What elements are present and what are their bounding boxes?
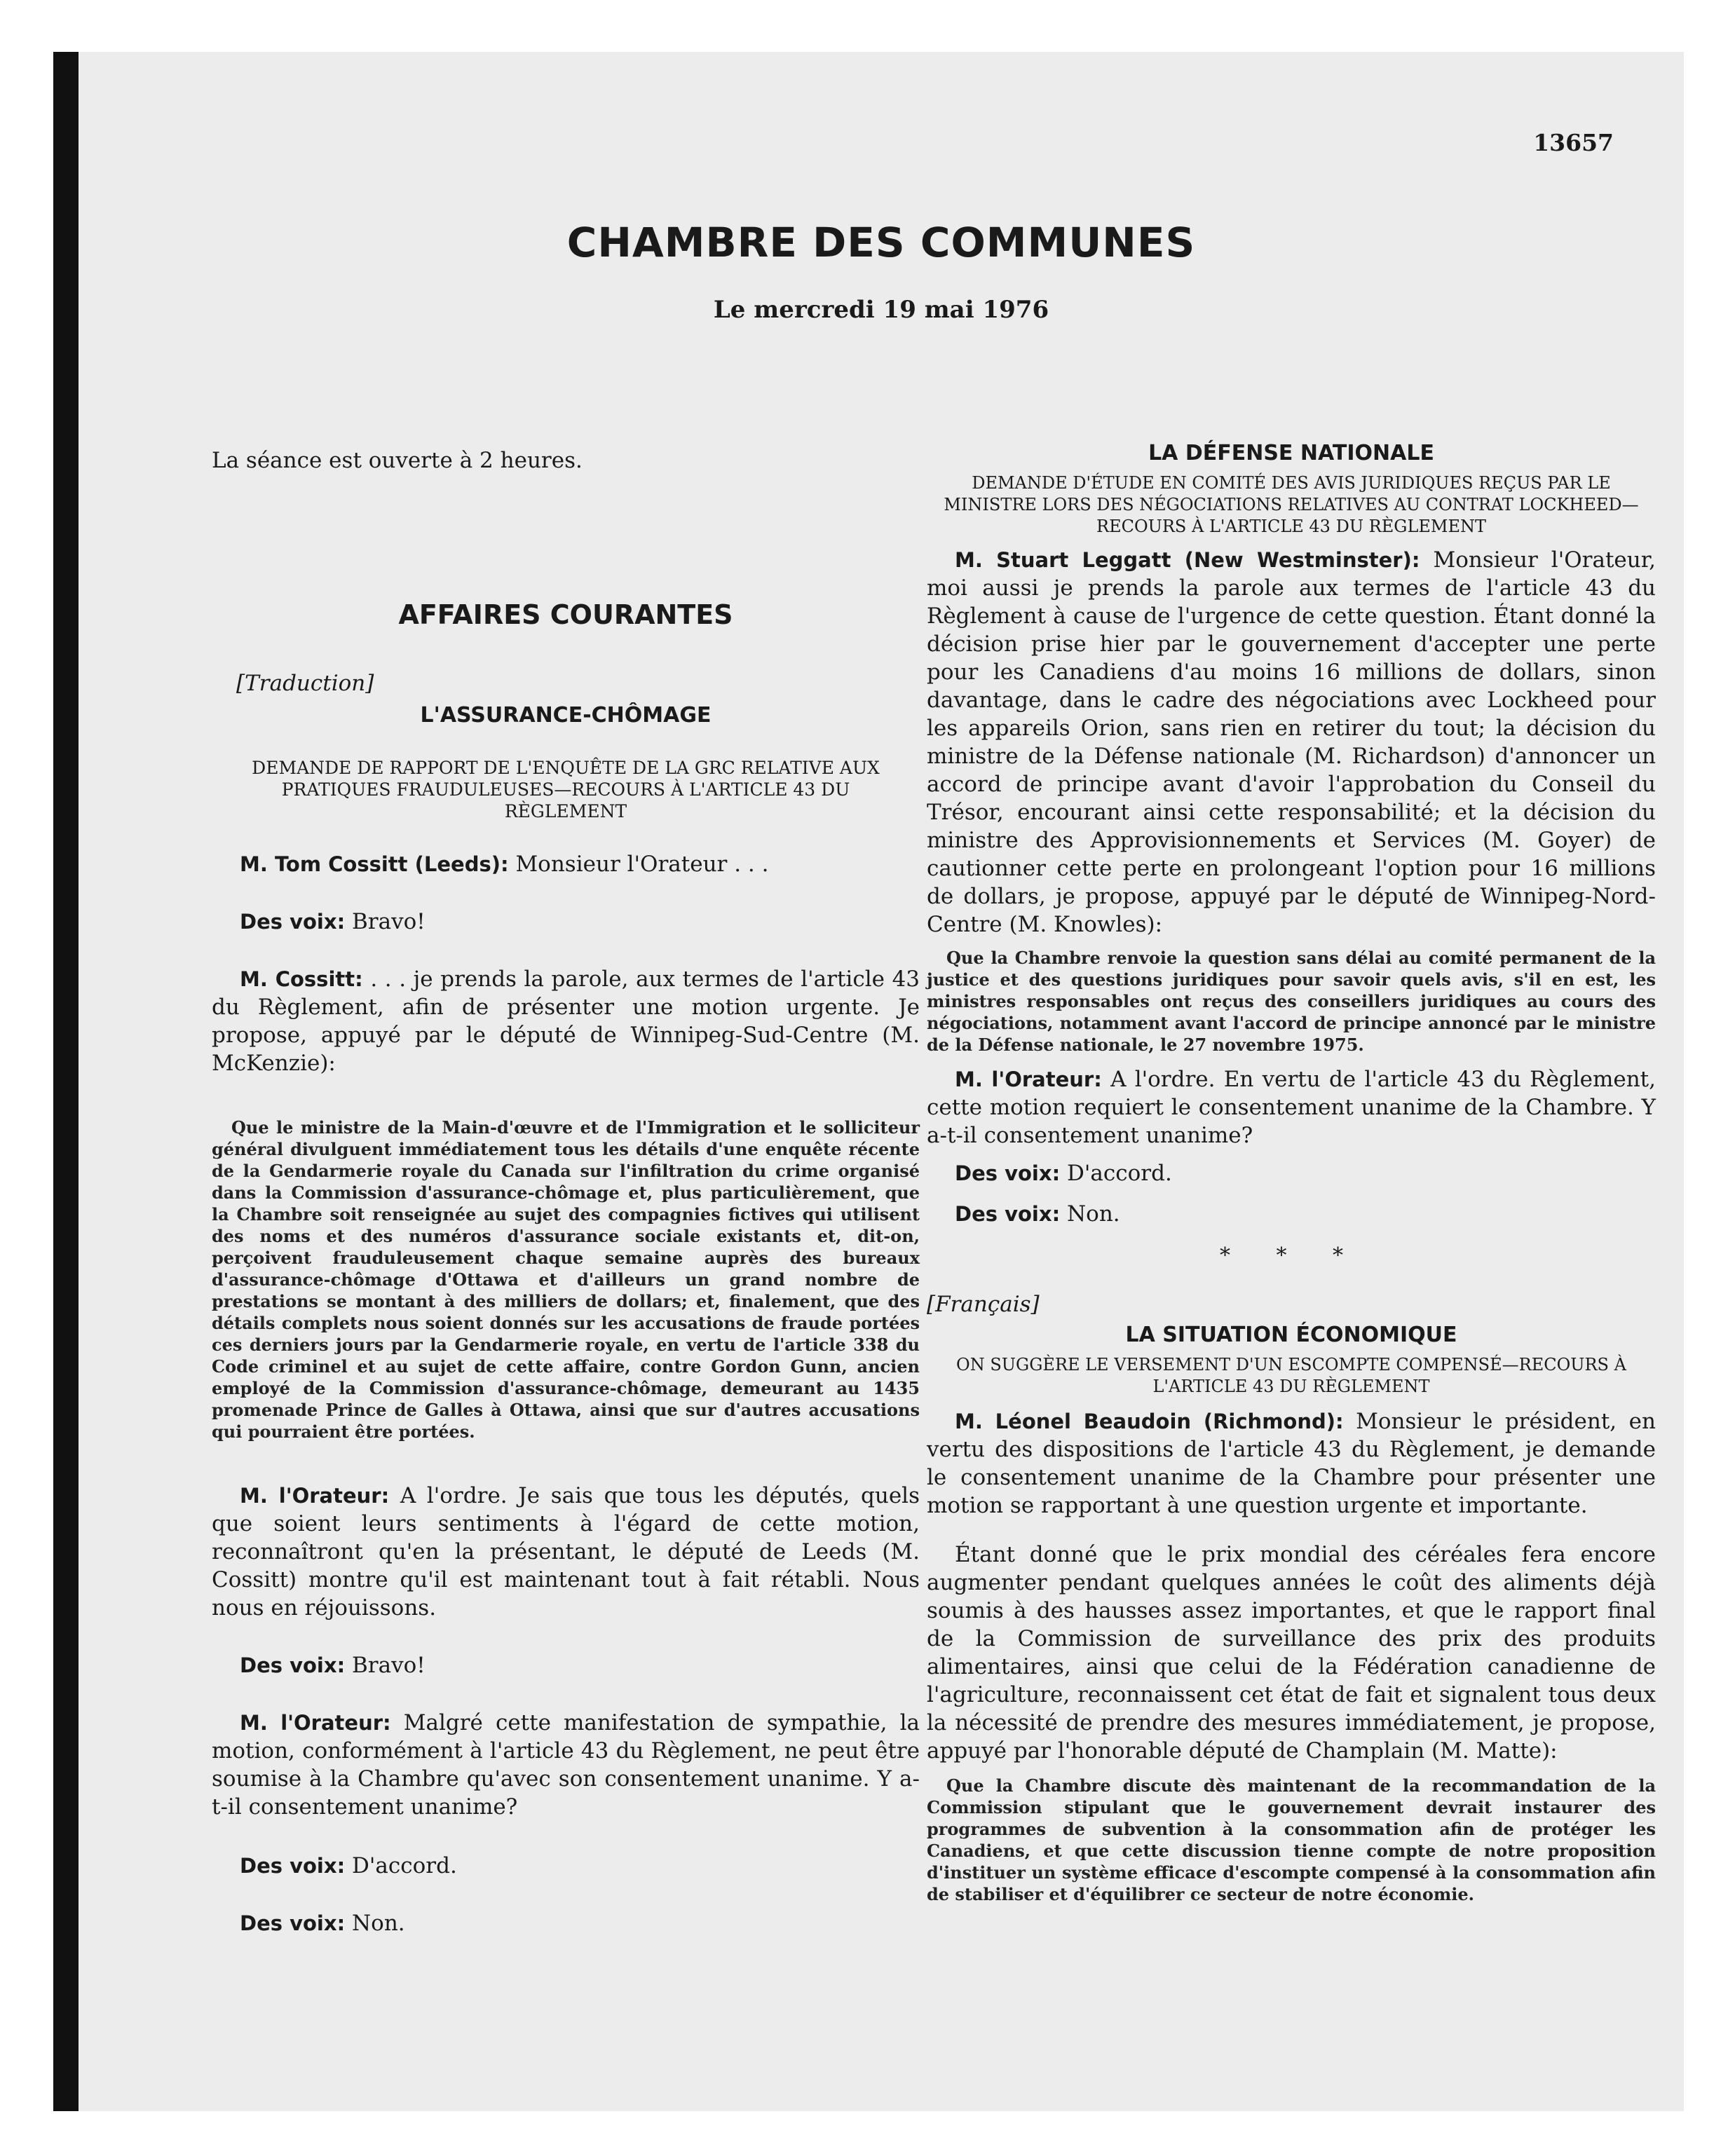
page-title: CHAMBRE DES COMMUNES [566, 219, 1196, 266]
document-page [53, 52, 1684, 2111]
speaker-name: Des voix: [240, 1854, 346, 1878]
speech-text: Non. [1067, 1201, 1120, 1227]
speech-paragraph [212, 1852, 920, 1880]
subsection-heading: L'ASSURANCE-CHÔMAGE [420, 703, 712, 728]
speech-text: . . . je prends la parole, aux termes de l'article 43 du Règlement, afin de présenter une motion urgente. Je propose, appuyé par le député de Winnipeg-Sud-Centre (M. McKenzie): [212, 967, 920, 1076]
speaker-name: Des voix: [955, 1161, 1061, 1185]
speech-paragraph [212, 1651, 920, 1679]
speech-paragraph [212, 1482, 920, 1622]
speech-text: D'accord. [352, 1853, 457, 1878]
opening-line: La séance est ouverte à 2 heures. [212, 448, 583, 473]
speech-text: Monsieur le président, en vertu des dispositions de l'article 43 du Règlement, je demande le consentement unanime de la Chambre pour présenter une motion se rapportant à une question urgente et importante. [927, 1409, 1656, 1518]
speech-paragraph [927, 546, 1656, 939]
language-marker: [Traduction] [236, 671, 374, 696]
subsection-subtitle: DEMANDE D'ÉTUDE EN COMITÉ DES AVIS JURIDIQUES REÇUS PAR LE MINISTRE LORS DES NÉGOCIATIONS RELATIVES AU CONTRAT LOCKHEED—RECOURS À L'ARTICLE 43 DU RÈGLEMENT [944, 473, 1639, 536]
subsection-subtitle: DEMANDE DE RAPPORT DE L'ENQUÊTE DE LA GRC RELATIVE AUX PRATIQUES FRAUDULEUSES—RECOURS À L'ARTICLE 43 DU RÈGLEMENT [252, 758, 880, 821]
speaker-name: Des voix: [240, 910, 346, 934]
speaker-name: M. Léonel Beaudoin (Richmond): [955, 1410, 1344, 1433]
speech-text: Monsieur l'Orateur, moi aussi je prends la parole aux termes de l'article 43 du Règlement à cause de l'urgence de cette question. Étant donné la décision prise hier par le gouvernement d'accepter une perte pour les Canadiens d'au moins 16 millions de dollars, sinon davantage, dans le cadre des négociations avec Lockheed pour les appareils Orion, sans rien en retirer du tout; la décision du ministre de la Défense nationale (M. Richardson) d'annoncer un accord de principe avant d'avoir l'approbation du Conseil du Trésor, encourant ainsi cette responsabilité; et la décision du ministre des Approvisionnements et Services (M. Goyer) de cautionner cette perte en prolongeant l'option pour 16 millions de dollars, je propose, appuyé par le député de Winnipeg-Nord-Centre (M. Knowles): [927, 547, 1656, 937]
left-column [212, 392, 920, 1937]
subsection-heading: LA DÉFENSE NATIONALE [1148, 441, 1434, 465]
right-column [927, 392, 1656, 1905]
speech-text: A l'ordre. Je sais que tous les députés, quels que soient leurs sentiments à l'égard de cette motion, reconnaîtront qu'en la présentant, le député de Leeds (M. Cossitt) montre qu'il est maintenant tout à fait rétabli. Nous nous en réjouissons. [212, 1483, 920, 1621]
language-marker: [Français] [927, 1292, 1040, 1317]
speaker-name: M. l'Orateur: [955, 1067, 1102, 1091]
speech-text: Non. [352, 1911, 405, 1936]
speech-paragraph [927, 1407, 1656, 1520]
speech-text: Malgré cette manifestation de sympathie, la motion, conformément à l'article 43 du Règlement, ne peut être soumise à la Chambre qu'avec son consentement unanime. Y a-t-il consentement unanime? [212, 1710, 920, 1820]
motion-quote: Que la Chambre renvoie la question sans délai au comité permanent de la justice et des questions juridiques pour savoir quels avis, s'il en est, les ministres responsables ont reçus des conseillers juridiques au cours des négociations, notamment avant l'accord de principe annoncé par le ministre de la Défense nationale, le 27 novembre 1975. [927, 948, 1656, 1055]
speech-paragraph [212, 850, 920, 878]
section-heading: AFFAIRES COURANTES [398, 599, 733, 630]
speech-paragraph [927, 1065, 1656, 1149]
page-number: 13657 [1533, 129, 1614, 156]
subsection-heading: LA SITUATION ÉCONOMIQUE [1125, 1323, 1457, 1347]
speech-paragraph: Étant donné que le prix mondial des céréales fera encore augmenter pendant quelques années le coût des aliments déjà soumis à des hausses assez importantes, et que le rapport final de la Commission de surveillance des prix des produits alimentaires, ainsi que celui de la Fédération canadienne de l'agriculture, reconnaissent cet état de fait et signalent tous deux la nécessité de prendre des mesures immédiatement, je propose, appuyé par l'honorable député de Champlain (M. Matte): [927, 1542, 1656, 1763]
speaker-name: M. l'Orateur: [240, 1484, 390, 1508]
speech-text: Monsieur l'Orateur . . . [515, 852, 769, 877]
speech-text: Bravo! [352, 1653, 426, 1678]
speaker-name: Des voix: [240, 1911, 346, 1935]
speaker-name: M. Cossitt: [240, 967, 363, 991]
speech-paragraph [927, 1200, 1656, 1228]
speech-paragraph [212, 965, 920, 1077]
speech-paragraph [212, 1909, 920, 1937]
section-separator: * * * [1219, 1243, 1363, 1268]
motion-quote: Que le ministre de la Main-d'œuvre et de l'Immigration et le solliciteur général divulguent immédiatement tous les détails d'une enquête récente de la Gendarmerie royale du Canada sur l'infiltration du crime organisé dans la Commission d'assurance-chômage et, plus particulièrement, que la Chambre soit renseignée au sujet des compagnies fictives qui utilisent des noms et des numéros d'assurance sociale existants et, dit-on, perçoivent frauduleusement chaque semaine auprès des bureaux d'assurance-chômage d'Ottawa et d'ailleurs un grand nombre de prestations se montant à des milliers de dollars; et, finalement, que des détails complets nous soient donnés sur les accusations de fraude portées ces derniers jours par la Gendarmerie royale, en vertu de l'article 338 du Code criminel et au sujet de cette affaire, contre Gordon Gunn, ancien employé de la Commission d'assurance-chômage, demeurant au 1435 promenade Prince de Galles à Ottawa, ainsi que sur d'autres accusations qui pourraient être portées. [212, 1117, 920, 1442]
speaker-name: M. Stuart Leggatt (New Westminster): [955, 548, 1420, 572]
subsection-subtitle: ON SUGGÈRE LE VERSEMENT D'UN ESCOMPTE COMPENSÉ—RECOURS À L'ARTICLE 43 DU RÈGLEMENT [956, 1355, 1626, 1396]
speaker-name: M. l'Orateur: [240, 1711, 391, 1735]
speech-paragraph [212, 908, 920, 936]
speaker-name: Des voix: [240, 1653, 346, 1677]
speech-paragraph [212, 1709, 920, 1821]
session-date: Le mercredi 19 mai 1976 [713, 296, 1049, 324]
speech-text: A l'ordre. En vertu de l'article 43 du Règlement, cette motion requiert le consentement unanime de la Chambre. Y a-t-il consentement unanime? [927, 1067, 1656, 1148]
speech-text: Bravo! [352, 909, 426, 934]
speaker-name: M. Tom Cossitt (Leeds): [240, 852, 509, 876]
speech-text: D'accord. [1067, 1161, 1172, 1186]
motion-quote: Que la Chambre discute dès maintenant de la recommandation de la Commission stipulant que le gouvernement devrait instaurer des programmes de subvention à la consommation afin de protéger les Canadiens, et que cette discussion tienne compte de notre proposition d'instituer un système efficace d'escompte compensé à la consommation afin de stabiliser et d'équilibrer ce secteur de notre économie. [927, 1775, 1656, 1904]
speaker-name: Des voix: [955, 1202, 1061, 1226]
speech-paragraph [927, 1159, 1656, 1187]
